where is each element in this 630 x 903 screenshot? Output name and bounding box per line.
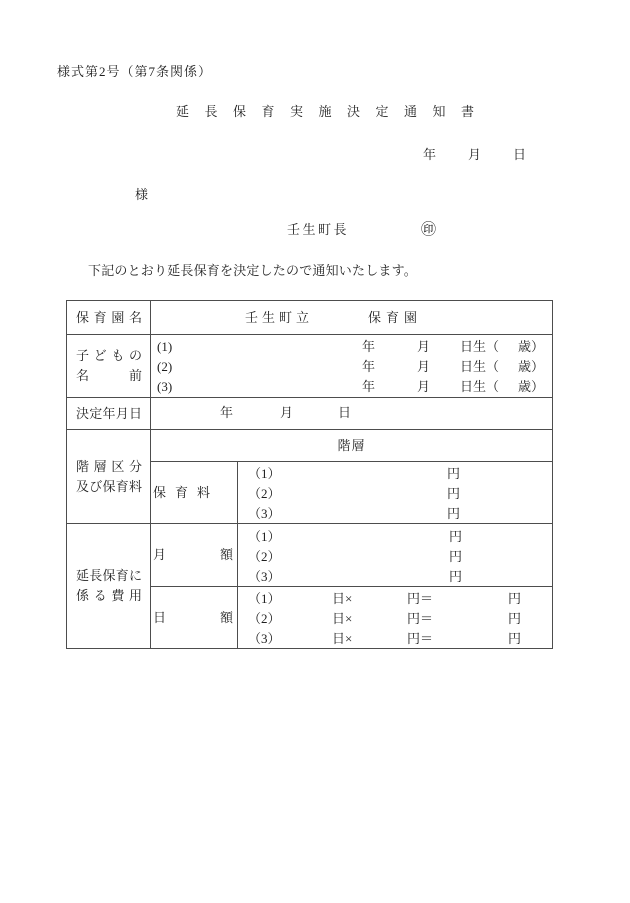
fee-sub-label-cell [151, 462, 238, 524]
sender-line [0, 218, 630, 236]
child-3-age: 歳） [518, 379, 545, 394]
child-3-year: 年 [362, 379, 376, 394]
decision-date-label: 決定年月日 [76, 405, 142, 421]
monthly-2-number: （2） [248, 549, 281, 564]
decision-date-value-cell [151, 398, 553, 430]
children-label-line1: 子どもの [76, 348, 142, 363]
nursery-name-value-cell [151, 301, 553, 335]
monthly-label-cell [151, 524, 238, 587]
decision-month: 月 [280, 405, 294, 420]
fee-1-number: （1） [248, 466, 281, 481]
child-3-number: (3) [157, 379, 173, 394]
monthly-3-number: （3） [248, 569, 281, 584]
nursery-name-label-cell [67, 301, 151, 335]
tier-header-cell [151, 430, 553, 462]
fee-1-unit: 円 [447, 466, 461, 481]
daily-1-yen-eq: 円＝ [407, 591, 434, 606]
daily-2-days: 日× [332, 611, 353, 626]
child-2-born: 日生（ [460, 359, 500, 374]
nursery-name-label: 保育園名 [76, 309, 142, 325]
daily-2-number: （2） [248, 611, 281, 626]
fee-2-number: （2） [248, 486, 281, 501]
addressee-suffix: 様 [135, 187, 149, 202]
child-1-number: (1) [157, 339, 173, 354]
table-row [67, 524, 553, 587]
daily-3-number: （3） [248, 631, 281, 646]
table-row [67, 430, 553, 462]
child-2-age: 歳） [518, 359, 545, 374]
daily-label-cell [151, 587, 238, 649]
issue-date-day: 日 [513, 147, 527, 162]
form-number: 様式第2号（第7条関係） [57, 64, 213, 79]
seal-mark-icon: ㊞ [421, 222, 437, 238]
child-1-born: 日生（ [460, 339, 500, 354]
daily-2-unit: 円 [508, 611, 522, 626]
notice-table-wrapper [66, 300, 553, 649]
daily-2-yen-eq: 円＝ [407, 611, 434, 626]
fee-2-unit: 円 [447, 486, 461, 501]
table-row [67, 301, 553, 335]
monthly-3-unit: 円 [449, 569, 463, 584]
decision-day: 日 [338, 405, 352, 420]
sender-name: 壬生町長 [287, 222, 350, 237]
daily-values-cell [238, 587, 553, 649]
extended-section-label-cell [67, 524, 151, 649]
daily-3-unit: 円 [508, 631, 522, 646]
fee-sub-label: 保育料 [153, 484, 220, 500]
daily-1-unit: 円 [508, 591, 522, 606]
tier-header: 階層 [337, 437, 366, 453]
issue-date-month: 月 [468, 147, 482, 162]
notice-body-text: 下記のとおり延長保育を決定したので通知いたします。 [88, 263, 417, 278]
children-label-line2: 名前 [76, 368, 142, 383]
fee-3-number: （3） [248, 506, 281, 521]
child-1-month: 月 [417, 339, 431, 354]
decision-year: 年 [220, 405, 234, 420]
monthly-2-unit: 円 [449, 549, 463, 564]
child-1-year: 年 [362, 339, 376, 354]
child-1-age: 歳） [518, 339, 545, 354]
decision-date-label-cell [67, 398, 151, 430]
child-2-month: 月 [417, 359, 431, 374]
issue-date-year: 年 [423, 147, 437, 162]
daily-3-days: 日× [332, 631, 353, 646]
fee-section-label-line1: 階層区分 [76, 458, 142, 474]
fee-values-cell [238, 462, 553, 524]
child-3-born: 日生（ [460, 379, 500, 394]
notice-table [66, 300, 553, 649]
child-3-month: 月 [417, 379, 431, 394]
monthly-values-cell [238, 524, 553, 587]
monthly-1-number: （1） [248, 529, 281, 544]
child-2-year: 年 [362, 359, 376, 374]
extended-section-label-line1: 延長保育に [76, 568, 142, 583]
monthly-1-unit: 円 [449, 529, 463, 544]
daily-3-yen-eq: 円＝ [407, 631, 434, 646]
child-2-number: (2) [157, 359, 173, 374]
daily-1-number: （1） [248, 591, 281, 606]
children-label-cell [67, 335, 151, 398]
table-row [67, 398, 553, 430]
issue-date-line [0, 144, 630, 160]
monthly-label: 月額 [153, 547, 233, 562]
nursery-operator: 壬生町立 [245, 310, 314, 325]
daily-label: 日額 [153, 609, 233, 625]
extended-section-label-line2: 係る費用 [76, 588, 142, 603]
fee-section-label-line2: 及び保育料 [76, 478, 142, 494]
document-title: 延長保育実施決定通知書 [176, 104, 490, 119]
fee-3-unit: 円 [447, 506, 461, 521]
nursery-suffix: 保育園 [368, 310, 423, 325]
children-entries-cell [151, 335, 553, 398]
daily-1-days: 日× [332, 591, 353, 606]
fee-section-label-cell [67, 430, 151, 524]
table-row [67, 335, 553, 398]
